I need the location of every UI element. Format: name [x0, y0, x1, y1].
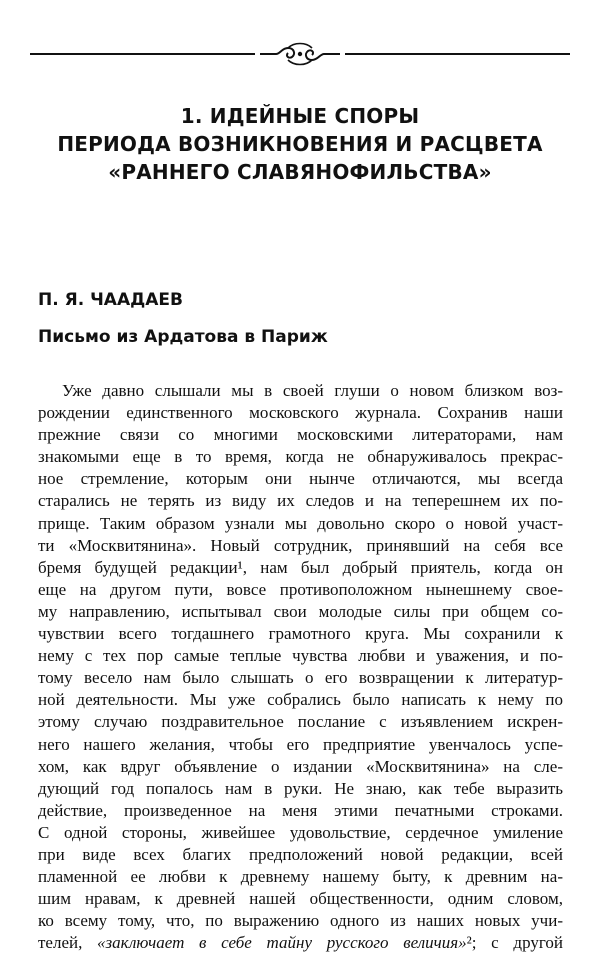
work-title: Письмо из Ардатова в Париж — [38, 327, 328, 347]
text-line: тому весело нам было слышать о его возвращении к литератур- — [38, 668, 563, 688]
text-line: С одной стороны, живейшее удовольствие, сердечное умиление — [38, 822, 563, 842]
last-line-end: ²; с другой — [466, 933, 563, 953]
chapter-title-line: ПЕРИОДА ВОЗНИКНОВЕНИЯ И РАСЦВЕТА — [57, 132, 543, 156]
text-line: чувствии всего тогдашнего грамотного круга. Мы сохранили к — [38, 624, 563, 644]
text-line: рождении единственного московского журнала. Сохранив наши — [38, 403, 563, 423]
text-line-last — [38, 932, 563, 954]
text-line: шим нравам, к древней нашей общественности, одним словом, — [38, 889, 563, 909]
text-line: знакомыми еще в то время, когда не обнаруживалось прекрас- — [38, 447, 563, 467]
divider-line-left — [30, 53, 255, 55]
text-line: прежние связи со многими московскими литераторами, нам — [38, 425, 563, 445]
text-line: ко всему тому, что, по выражению одного из наших новых учи- — [38, 911, 563, 931]
text-line: еще на другом пути, вовсе противоположном нынешнему свое- — [38, 579, 563, 599]
text-line: нему с тех пор самые теплые чувства любви и уважения, и по- — [38, 646, 563, 666]
text-line: при виде всех благих предположений новой редакции, всей — [38, 844, 563, 864]
ornamental-divider — [30, 34, 570, 74]
text-line: Уже давно слышали мы в своей глуши о новом близком воз- — [62, 381, 563, 400]
text-line: ной деятельности. Мы уже собрались было написать к нему по — [38, 690, 563, 710]
chapter-title — [30, 102, 570, 186]
text-line: действие, произведенное на меня этими печатными строками. — [38, 800, 563, 820]
chapter-title-line: «РАННЕГО СЛАВЯНОФИЛЬСТВА» — [108, 160, 492, 184]
text-line: бремя будущей редакции¹, нам был добрый приятель, когда он — [38, 557, 563, 577]
text-line: этому случаю поздравительное послание с изъявлением искрен- — [38, 712, 563, 732]
author-name: П. Я. ЧААДАЕВ — [38, 290, 183, 310]
divider-line-right — [345, 53, 570, 55]
text-line: старались не терять из виду их следов и на теперешнем их по- — [38, 491, 563, 511]
text-line: хом, как вдруг объявление о издании «Москвитянина» на сле- — [38, 756, 563, 776]
text-line: ти «Москвитянина». Новый сотрудник, принявший на себя все — [38, 535, 563, 555]
text-line: прище. Таким образом узнали мы довольно скоро о новой участ- — [38, 513, 563, 533]
text-line: пламенной ее любви к древнему нашему быту, к древним на- — [38, 867, 563, 887]
text-line: му направлению, испытывал свои молодые силы при общем со- — [38, 601, 563, 621]
text-line: дующий год попалось нам в руки. Не знаю, как тебе выразить — [38, 778, 563, 798]
last-line-start: телей, — [38, 933, 98, 953]
text-line: ное стремление, которым они нынче отличаются, мы всегда — [38, 469, 563, 489]
flourish-ornament-icon — [258, 40, 342, 68]
body-text — [38, 380, 563, 954]
chapter-title-line: 1. ИДЕЙНЫЕ СПОРЫ — [180, 104, 420, 128]
text-line: него нашего желания, чтобы его предприятие увенчалось успе- — [38, 734, 563, 754]
quoted-phrase: «заключает в себе тайну русского величия» — [97, 933, 467, 953]
